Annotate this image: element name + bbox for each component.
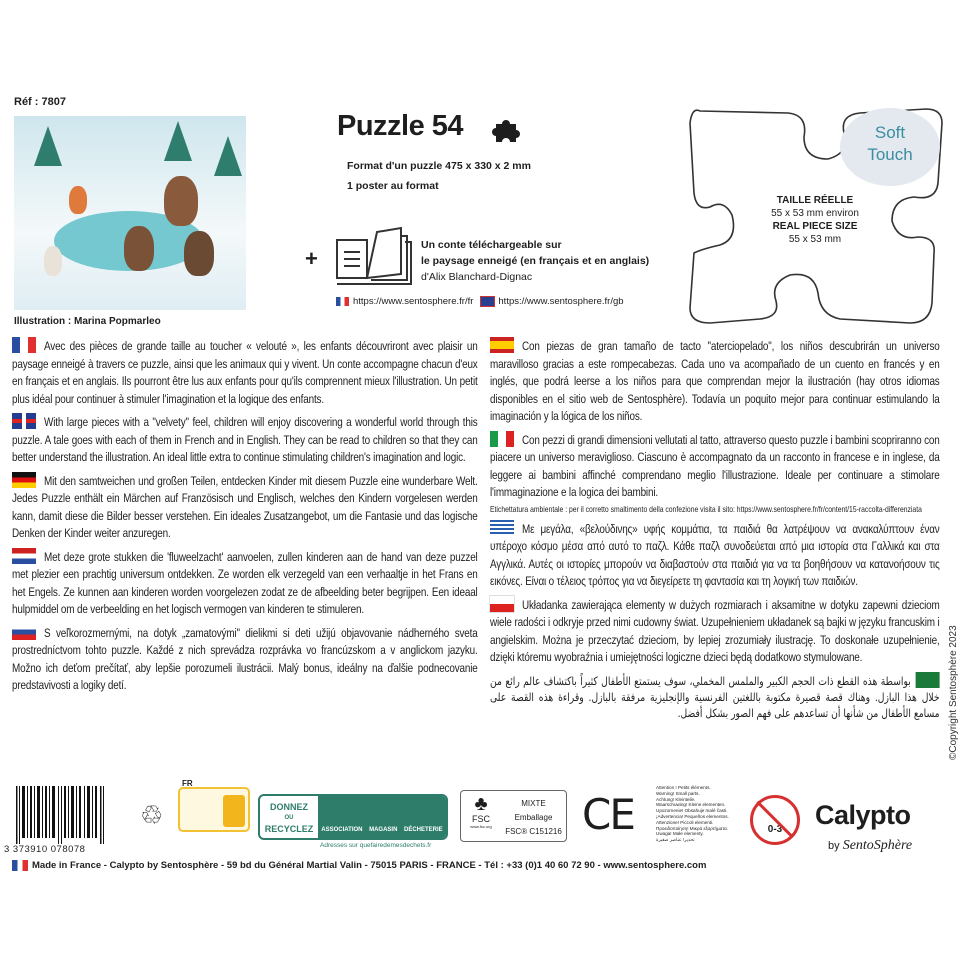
france-flag-icon bbox=[336, 297, 349, 306]
tale-author: d'Alix Blanchard-Dignac bbox=[421, 271, 533, 283]
descriptions-right-column bbox=[490, 337, 940, 726]
format-info bbox=[347, 156, 531, 196]
fsc-emballage: Emballage bbox=[514, 813, 553, 822]
text-nl: Met deze grote stukken die 'fluweelzacht' aanvoelen, zullen kinderen aan de hand van deze puzzel met plezier een prachtig universum ontdekken. Ze worden elk verzegeld van een verhaaltje in het Frans en het Engels. Ze kunnen aan kinderen worden voorgelezen zodat ze de afbeelding beter begrijpen. Een ideaal hulpmiddel om de verbeelding en het logisch vermogen van kinderen te stimuleren. bbox=[12, 549, 478, 616]
tale-line: le paysage enneigé (en français et en anglais) bbox=[421, 255, 650, 267]
description-de bbox=[12, 472, 478, 543]
warning-line: Προειδοποίηση! Μικρά εξαρτήματα. bbox=[656, 825, 729, 831]
triman-recycle-icon: ♲ bbox=[140, 800, 164, 830]
footer-address bbox=[12, 860, 706, 871]
fsc-mixte: MIXTE bbox=[521, 799, 546, 808]
brand-parent bbox=[828, 838, 912, 854]
text-es: Con piezas de gran tamaño de tacto "aterciopelado", los niños descubrirán un universo maravilloso gracias a este rompecabezas. Cada uno va acompañado de un cuento en francés y en inglés, que podrá leerse a los niños para que comprendan mejor la ilustración (hay otros idiomas disponibles en el sitio web de Sentosphère). Todavía un poquito mejor para continuar estimulando la imaginación y la lógica de los niños. bbox=[490, 339, 940, 423]
poster-info: 1 poster au format bbox=[347, 180, 439, 192]
fr-label: FR bbox=[182, 779, 193, 788]
warning-line: Warning! Small parts. bbox=[656, 790, 700, 796]
warning-line: Waarschuwing! Kleine elementen. bbox=[656, 802, 726, 808]
poland-flag-icon bbox=[490, 596, 514, 612]
greece-flag-icon bbox=[490, 520, 514, 536]
touch-label: Touch bbox=[867, 145, 913, 164]
sentosphere-logo: SentoSphère bbox=[842, 838, 913, 853]
size-fr-label: TAILLE RÉELLE bbox=[776, 195, 854, 206]
text-ar: بواسطة هذه القطع ذات الحجم الكبير والملمس المخملي، سوف يستمتع الأطفال كثيراً باكتشاف عالم رائع من خلال هذا البازل. وهناك قصة قصيرة مكتوبة باللغتين الفرنسية والإنجليزية مرفقة بالبازل. وقراءة هذه القصة على مسامع الأطفال من شأنها أن تساعدهم على فهم الصور بشكل أفضل. bbox=[490, 673, 940, 720]
text-en: With large pieces with a "velvety" feel, children will enjoy discovering a wonderful world through this puzzle. A tale goes with each of them in French and in English. They can be read to children so that they can better understand the illustration. An ideal little extra to continue stimulating children's imagination and logic. bbox=[12, 415, 478, 464]
donate-or-recycle-label bbox=[258, 794, 448, 840]
link-gb[interactable]: https://www.sentosphere.fr/gb bbox=[498, 296, 624, 307]
not-for-under-3-icon bbox=[750, 795, 800, 845]
size-en-label: REAL PIECE SIZE bbox=[772, 221, 858, 232]
link-fr[interactable]: https://www.sentosphere.fr/fr bbox=[353, 296, 474, 307]
description-el bbox=[490, 520, 940, 591]
fsc-logo-text: FSC bbox=[472, 814, 490, 824]
barcode-number: 3 373910 078078 bbox=[4, 844, 86, 855]
puzzle-illustration bbox=[14, 116, 246, 310]
text-sk: S veľkorozmernými, na dotyk „zamatovými" dielikmi si deti užijú objavovanie nádherného sveta prostredníctvom tohto puzzle. Každé z nich sprevádza rozprávka vo francúzskom a v anglickom jazyku. Možno ich deťom prečítať, aby lepšie porozumeli ilustrácii. Malý bonus, ideálny na ďalšie podnecovanie predstavivosti a logiky detí. bbox=[12, 625, 478, 692]
book-icon bbox=[335, 226, 415, 288]
association-label: ASSOCIATION bbox=[321, 827, 363, 833]
fsc-tree-icon: ♣ FSC www.fsc.org bbox=[461, 791, 501, 841]
age-warning-text: 0-3 bbox=[767, 824, 783, 835]
italy-flag-icon bbox=[490, 431, 514, 447]
format-dimensions: Format d'un puzzle 475 x 330 x 2 mm bbox=[347, 160, 531, 172]
warning-line: Upozornenie! Obsahuje malé časti. bbox=[656, 808, 728, 814]
ce-mark: CE bbox=[582, 790, 634, 839]
description-ar bbox=[490, 672, 940, 721]
warning-line: Uwaga! Małe elementy. bbox=[656, 831, 704, 837]
real-size-info bbox=[735, 194, 895, 246]
warning-line: Attenzione! Piccoli elementi. bbox=[656, 819, 714, 825]
netherlands-flag-icon bbox=[12, 548, 36, 564]
footer-text: Made in France - Calypto by Sentosphère - 59 bd du Général Martial Valin - 75015 PARIS - FRANCE - Tél : +33 (0)1 40 60 72 90 - www.sentosphere.com bbox=[32, 860, 707, 871]
product-title: Puzzle 54 bbox=[337, 110, 464, 142]
by-text: by bbox=[828, 840, 840, 852]
environmental-label-note: Etichettatura ambientale : per il corretto smaltimento della confezione visita il sito: https://www.sentosphere.fr/fr/content/15-raccolta-differenziata bbox=[490, 503, 922, 514]
fsc-label bbox=[460, 790, 567, 842]
germany-flag-icon bbox=[12, 472, 36, 488]
description-nl bbox=[12, 548, 478, 619]
puzzle-piece-icon bbox=[490, 116, 522, 144]
text-it: Con pezzi di grandi dimensioni vellutati al tatto, attraverso questo puzzle i bambini scopriranno con piacere un universo meraviglioso. Ciascuno è accompagnato da un racconto in francese e in inglese, da leggere ai bambini affinché comprendano meglio l'illustrazione. Ideale per continuare a stimolare l'immaginazione e la logica dei bambini. bbox=[490, 432, 940, 499]
warning-line: تحذير! عناصر صغيرة bbox=[656, 837, 695, 843]
tale-line: Un conte téléchargeable sur bbox=[421, 239, 562, 251]
france-flag-icon bbox=[12, 337, 36, 353]
recycling-addresses: Adresses sur quefairedemesdechets.fr bbox=[320, 842, 432, 849]
size-en-value: 55 x 53 mm bbox=[788, 234, 842, 245]
french-recycling-label bbox=[178, 779, 250, 832]
france-flag-icon bbox=[12, 860, 28, 871]
warning-line: ¡Advertencia! Pequeños elementos. bbox=[656, 813, 729, 819]
slovakia-flag-icon bbox=[12, 624, 36, 640]
descriptions-left-column bbox=[12, 337, 478, 700]
fsc-site: www.fsc.org bbox=[470, 823, 492, 829]
description-it bbox=[490, 431, 940, 515]
plus-sign: + bbox=[305, 246, 318, 271]
small-parts-warnings bbox=[656, 785, 744, 843]
decheterie-label: DÉCHETERIE bbox=[404, 827, 443, 833]
text-de: Mit den samtweichen und großen Teilen, entdecken Kinder mit diesem Puzzle eine wunderbare Welt. Jedes Puzzle enthält ein Märchen auf Französisch und Englisch, welches den Kindern vorgelesen werden kann, damit diese die Bilder besser verstehen. Ein ideales Zusatzangebot, um die Fantasie und das logische Denken der Kinder weiter anzuregen. bbox=[12, 473, 478, 540]
downloadable-tale bbox=[421, 237, 649, 285]
recycle-bin-icon bbox=[223, 795, 245, 827]
spain-flag-icon bbox=[490, 337, 514, 353]
description-pl bbox=[490, 596, 940, 667]
copyright: ©Copyright Sentosphère 2023 bbox=[948, 625, 959, 760]
magasin-label: MAGASIN bbox=[369, 827, 398, 833]
illustration-credit: Illustration : Marina Popmarleo bbox=[14, 316, 161, 327]
warning-line: Achtung! Kleinteile. bbox=[656, 796, 696, 802]
text-fr: Avec des pièces de grande taille au toucher « velouté », les enfants découvriront avec plaisir un paysage enneigé à travers ce puzzle, ainsi que les animaux qui y vivent. Un conte accompagne chacun d'eux en français et en anglais. Ils pourront être lus aux enfants pour qu'ils comprennent mieux l'illustration. Un petit plus idéal pour continuer à stimuler l'imagination et la logique des enfants. bbox=[12, 339, 478, 406]
description-sk bbox=[12, 624, 478, 695]
warning-line: Attention ! Petits éléments. bbox=[656, 785, 711, 790]
reference-number: Réf : 7807 bbox=[14, 96, 66, 108]
description-fr bbox=[12, 337, 478, 408]
arab-league-flag-icon bbox=[916, 672, 940, 688]
text-pl: Układanka zawierająca elementy w dużych rozmiarach i aksamitne w dotyku zapewni dzieciom wiele radości i odkryje przed nimi cudowny świat. Uzupełnieniem układanek są bajki w języku francuskim i angielskim. Można je przeczytać dzieciom, by lepiej zrozumiały ilustrację. To doskonałe uzupełnienie, dzięki któremu wyobraźnia i umiejętności logiczne dzieci będą dodatkowo stymulowane. bbox=[490, 597, 940, 664]
uk-flag-icon bbox=[481, 297, 494, 306]
donnez-text: DONNEZ bbox=[270, 802, 308, 812]
size-fr-value: 55 x 53 mm environ bbox=[771, 208, 859, 219]
description-en bbox=[12, 413, 478, 467]
download-links bbox=[336, 296, 624, 307]
soft-label: Soft bbox=[874, 123, 906, 142]
ou-text: OU bbox=[284, 815, 294, 821]
fsc-code: FSC® C151216 bbox=[505, 827, 562, 836]
recyclez-text: RECYCLEZ bbox=[264, 824, 314, 834]
description-es bbox=[490, 337, 940, 426]
text-el: Με μεγάλα, «βελούδινης» υφής κομμάτια, τα παιδιά θα λατρέψουν να ανακαλύπτουν έναν υπέροχο κόσμο μέσα από αυτό το παζλ. Κάθε παζλ συνοδεύεται από μια ιστορία στα Γαλλικά και στα Αγγλικά. Αυτές οι ιστορίες μπορούν να διαβαστούν στα παιδιά για να τα βοηθήσουν να κατανοήσουν τις εικόνες. Είναι ο τέλειος τρόπος για να διεγείρετε τη φαντασία και τη λογική των παιδιών. bbox=[490, 521, 940, 588]
brand-logo: Calypto bbox=[815, 800, 911, 830]
uk-flag-icon bbox=[12, 413, 36, 429]
soft-touch-badge bbox=[840, 108, 940, 186]
barcode bbox=[12, 786, 112, 844]
